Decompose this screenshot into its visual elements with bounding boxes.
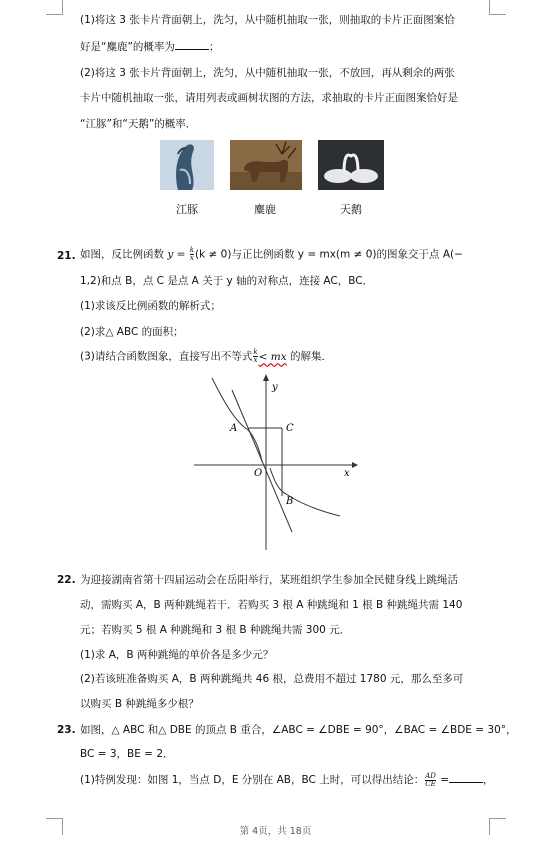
q21-number: 21.	[57, 250, 76, 262]
q23-line2: BC = 3，BE = 2．	[80, 748, 174, 760]
q21-text-a: 如图，反比例函数	[80, 248, 164, 261]
fraction-numerator: k	[253, 348, 258, 356]
inequality-wavy	[252, 348, 287, 364]
function-graph	[190, 372, 360, 552]
q22-number: 22.	[57, 574, 76, 586]
q22-sub2-line1: (2)若该班准备购买 A，B 两种跳绳共 46 根，总费用不超过 1780 元，那么至多可	[80, 673, 464, 685]
fraction-denominator: CE	[425, 779, 436, 788]
q23-line1: 如图，△ ABC 和△ DBE 的顶点 B 重合，∠ABC = ∠DBE = 90°，∠BAC = ∠BDE = 30°，	[80, 724, 517, 736]
fraction-numerator: AD	[425, 771, 436, 780]
point-c-label: C	[286, 423, 294, 434]
q21-line2: 1,2)和点 B，点 C 是点 A 关于 y 轴的对称点，连接 AC，BC．	[80, 275, 374, 287]
y-axis-label: y	[272, 382, 278, 393]
q21-sub2: (2)求△ ABC 的面积；	[80, 326, 184, 338]
q21-text-b: (k ≠ 0)与正比例函数 y = mx(m ≠ 0)的图象交于点 A(−	[195, 248, 463, 261]
point-b-label: B	[286, 496, 294, 507]
q23-sub1	[80, 772, 500, 790]
swan-image	[318, 140, 384, 190]
point-a-label: A	[230, 423, 238, 434]
q20-part2-line1: (2)将这 3 张卡片背面朝上，洗匀，从中随机抽取一张，不放回，再从剩余的两张	[80, 67, 455, 79]
y-axis-arrow	[263, 374, 269, 381]
porpoise-image	[160, 140, 214, 190]
q23-equals: =	[436, 774, 450, 786]
q22-line1: 为迎接湖南省第十四届运动会在岳阳举行，某班组织学生参加全民健身线上跳绳活	[80, 574, 458, 586]
fraction-numerator: k	[189, 246, 195, 254]
q21-sub3-text-c: 的解集．	[286, 350, 332, 363]
answer-blank	[449, 772, 483, 783]
page-footer: 第 4页，共 18页	[239, 826, 312, 837]
crop-mark-top-left	[46, 0, 63, 15]
q20-part1-text: 好是“麋鹿”的概率为	[80, 41, 175, 53]
q22-line3: 元；若购买 5 根 A 种跳绳和 3 根 B 种跳绳共需 300 元．	[80, 624, 351, 636]
q21-sub3-text-a: (3)请结合函数图象，直接写出不等式	[80, 350, 253, 363]
x-axis-arrow	[352, 462, 358, 468]
answer-blank	[175, 39, 209, 50]
q23-fraction	[425, 773, 436, 788]
elk-image	[230, 140, 302, 190]
hyperbola-branch-left	[212, 378, 262, 462]
q22-sub1: (1)求 A，B 两种跳绳的单价各是多少元？	[80, 649, 274, 661]
caption-elk: 麋鹿	[254, 203, 276, 216]
q21-func: y =	[167, 248, 186, 261]
q23-number: 23.	[57, 724, 76, 736]
q23-sub1-text: (1)特例发现：如图 1，当点 D，E 分别在 AB，BC 上时，可以得出结论：	[80, 774, 425, 786]
q21-sub3-fraction	[253, 349, 257, 364]
q20-part1-line1: (1)将这 3 张卡片背面朝上，洗匀，从中随机抽取一张，则抽取的卡片正面图案恰	[80, 14, 455, 26]
q23-comma: ，	[483, 774, 494, 786]
fraction-denominator: x	[189, 254, 194, 262]
q21-sub3-inequality: < mx	[258, 350, 287, 363]
q20-part1-end: ；	[208, 41, 220, 53]
x-axis-label: x	[344, 468, 350, 479]
q21-fraction	[190, 247, 194, 262]
q22-sub2-line2: 以购买 B 种跳绳多少根？	[80, 698, 199, 710]
hyperbola-branch-right	[270, 468, 340, 516]
q20-part2-line2: 卡片中随机抽取一张，请用列表或画树状图的方法，求抽取的卡片正面图案恰好是	[80, 92, 458, 104]
q22-line2: 动，需购买 A，B 两种跳绳若干．若购买 3 根 A 种跳绳和 1 根 B 种跳绳共需 140	[80, 599, 463, 611]
caption-swan: 天鹅	[340, 203, 362, 216]
q20-part1-line2	[80, 39, 500, 54]
caption-porpoise: 江豚	[176, 203, 198, 216]
q20-part2-line3: “江豚”和“天鹅”的概率．	[80, 118, 197, 130]
fraction-denominator: x	[253, 356, 258, 364]
q21-line1	[80, 247, 500, 265]
q21-sub1: (1)求该反比例函数的解析式；	[80, 300, 221, 312]
origin-label: O	[254, 468, 263, 479]
q21-sub3	[80, 349, 500, 367]
